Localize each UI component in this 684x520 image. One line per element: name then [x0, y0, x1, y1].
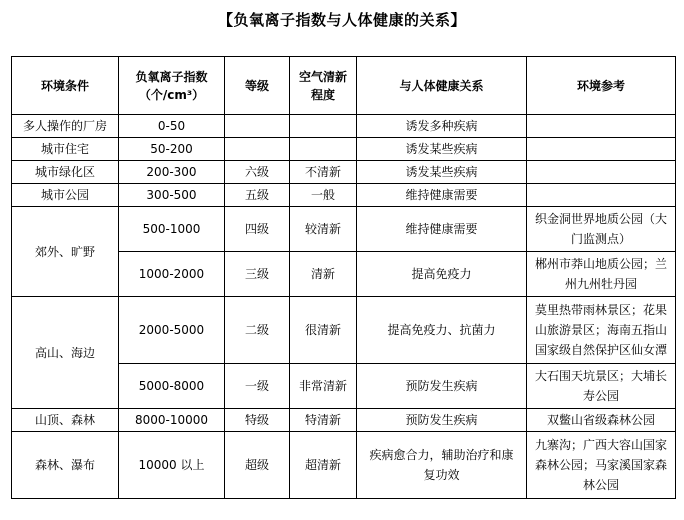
cell-air: 不清新 — [290, 161, 357, 184]
cell-env: 高山、海边 — [12, 297, 119, 409]
table-row — [12, 115, 676, 138]
table-header-row — [12, 57, 676, 115]
cell-index: 500-1000 — [119, 207, 225, 252]
cell-level: 四级 — [225, 207, 290, 252]
cell-index: 10000 以上 — [119, 432, 225, 499]
page-title: 【负氧离子指数与人体健康的关系】 — [217, 11, 466, 29]
table-row — [12, 409, 676, 432]
table-row — [12, 432, 676, 499]
cell-health: 预防发生疾病 — [357, 409, 527, 432]
header-index — [119, 57, 225, 115]
cell-ref: 九寨沟；广西大容山国家森林公园；马家溪国家森林公园 — [527, 432, 676, 499]
header-index-line2: （个/cm³） — [138, 87, 205, 102]
cell-air: 特清新 — [290, 409, 357, 432]
cell-ref: 双鳖山省级森林公园 — [527, 409, 676, 432]
cell-health: 预防发生疾病 — [357, 364, 527, 409]
cell-ref — [527, 161, 676, 184]
cell-health: 诱发多种疾病 — [357, 115, 527, 138]
cell-level: 六级 — [225, 161, 290, 184]
table-row — [12, 138, 676, 161]
cell-ref — [527, 115, 676, 138]
cell-level: 五级 — [225, 184, 290, 207]
header-ref: 环境参考 — [527, 57, 676, 115]
cell-health: 维持健康需要 — [357, 184, 527, 207]
cell-env: 多人操作的厂房 — [12, 115, 119, 138]
header-level: 等级 — [225, 57, 290, 115]
cell-health: 疾病愈合力，辅助治疗和康复功效 — [357, 432, 527, 499]
cell-index: 300-500 — [119, 184, 225, 207]
cell-index: 50-200 — [119, 138, 225, 161]
cell-air — [290, 115, 357, 138]
cell-ref: 大石围天坑景区；大埔长寿公园 — [527, 364, 676, 409]
cell-air: 一般 — [290, 184, 357, 207]
cell-air: 较清新 — [290, 207, 357, 252]
cell-level: 二级 — [225, 297, 290, 364]
header-env: 环境条件 — [12, 57, 119, 115]
cell-health: 诱发某些疾病 — [357, 138, 527, 161]
cell-level — [225, 138, 290, 161]
cell-health: 诱发某些疾病 — [357, 161, 527, 184]
header-air-line1: 空气清新 — [298, 69, 347, 84]
cell-index: 5000-8000 — [119, 364, 225, 409]
cell-env: 城市住宅 — [12, 138, 119, 161]
cell-ref: 织金洞世界地质公园（大门监测点） — [527, 207, 676, 252]
cell-health: 维持健康需要 — [357, 207, 527, 252]
cell-health: 提高免疫力 — [357, 252, 527, 297]
cell-env: 山顶、森林 — [12, 409, 119, 432]
cell-index: 8000-10000 — [119, 409, 225, 432]
cell-ref: 莫里热带雨林景区；花果山旅游景区；海南五指山国家级自然保护区仙女潭 — [527, 297, 676, 364]
cell-index: 1000-2000 — [119, 252, 225, 297]
cell-index: 0-50 — [119, 115, 225, 138]
cell-index: 2000-5000 — [119, 297, 225, 364]
cell-env: 郊外、旷野 — [12, 207, 119, 297]
header-index-line1: 负氧离子指数 — [135, 69, 208, 84]
cell-ref — [527, 138, 676, 161]
cell-air: 很清新 — [290, 297, 357, 364]
ion-health-table — [11, 56, 676, 499]
cell-index: 200-300 — [119, 161, 225, 184]
cell-ref: 郴州市莽山地质公园；兰州九州牡丹园 — [527, 252, 676, 297]
cell-health: 提高免疫力、抗菌力 — [357, 297, 527, 364]
cell-env: 森林、瀑布 — [12, 432, 119, 499]
table-row — [12, 297, 676, 364]
cell-air — [290, 138, 357, 161]
cell-level: 三级 — [225, 252, 290, 297]
table-row — [12, 207, 676, 252]
cell-ref — [527, 184, 676, 207]
cell-air: 清新 — [290, 252, 357, 297]
cell-level: 特级 — [225, 409, 290, 432]
cell-level: 超级 — [225, 432, 290, 499]
header-air-line2: 程度 — [310, 87, 335, 102]
cell-level — [225, 115, 290, 138]
cell-air: 非常清新 — [290, 364, 357, 409]
header-health: 与人体健康关系 — [357, 57, 527, 115]
cell-air: 超清新 — [290, 432, 357, 499]
cell-env: 城市公园 — [12, 184, 119, 207]
header-air — [290, 57, 357, 115]
table-row — [12, 184, 676, 207]
cell-env: 城市绿化区 — [12, 161, 119, 184]
table-row — [12, 161, 676, 184]
cell-level: 一级 — [225, 364, 290, 409]
